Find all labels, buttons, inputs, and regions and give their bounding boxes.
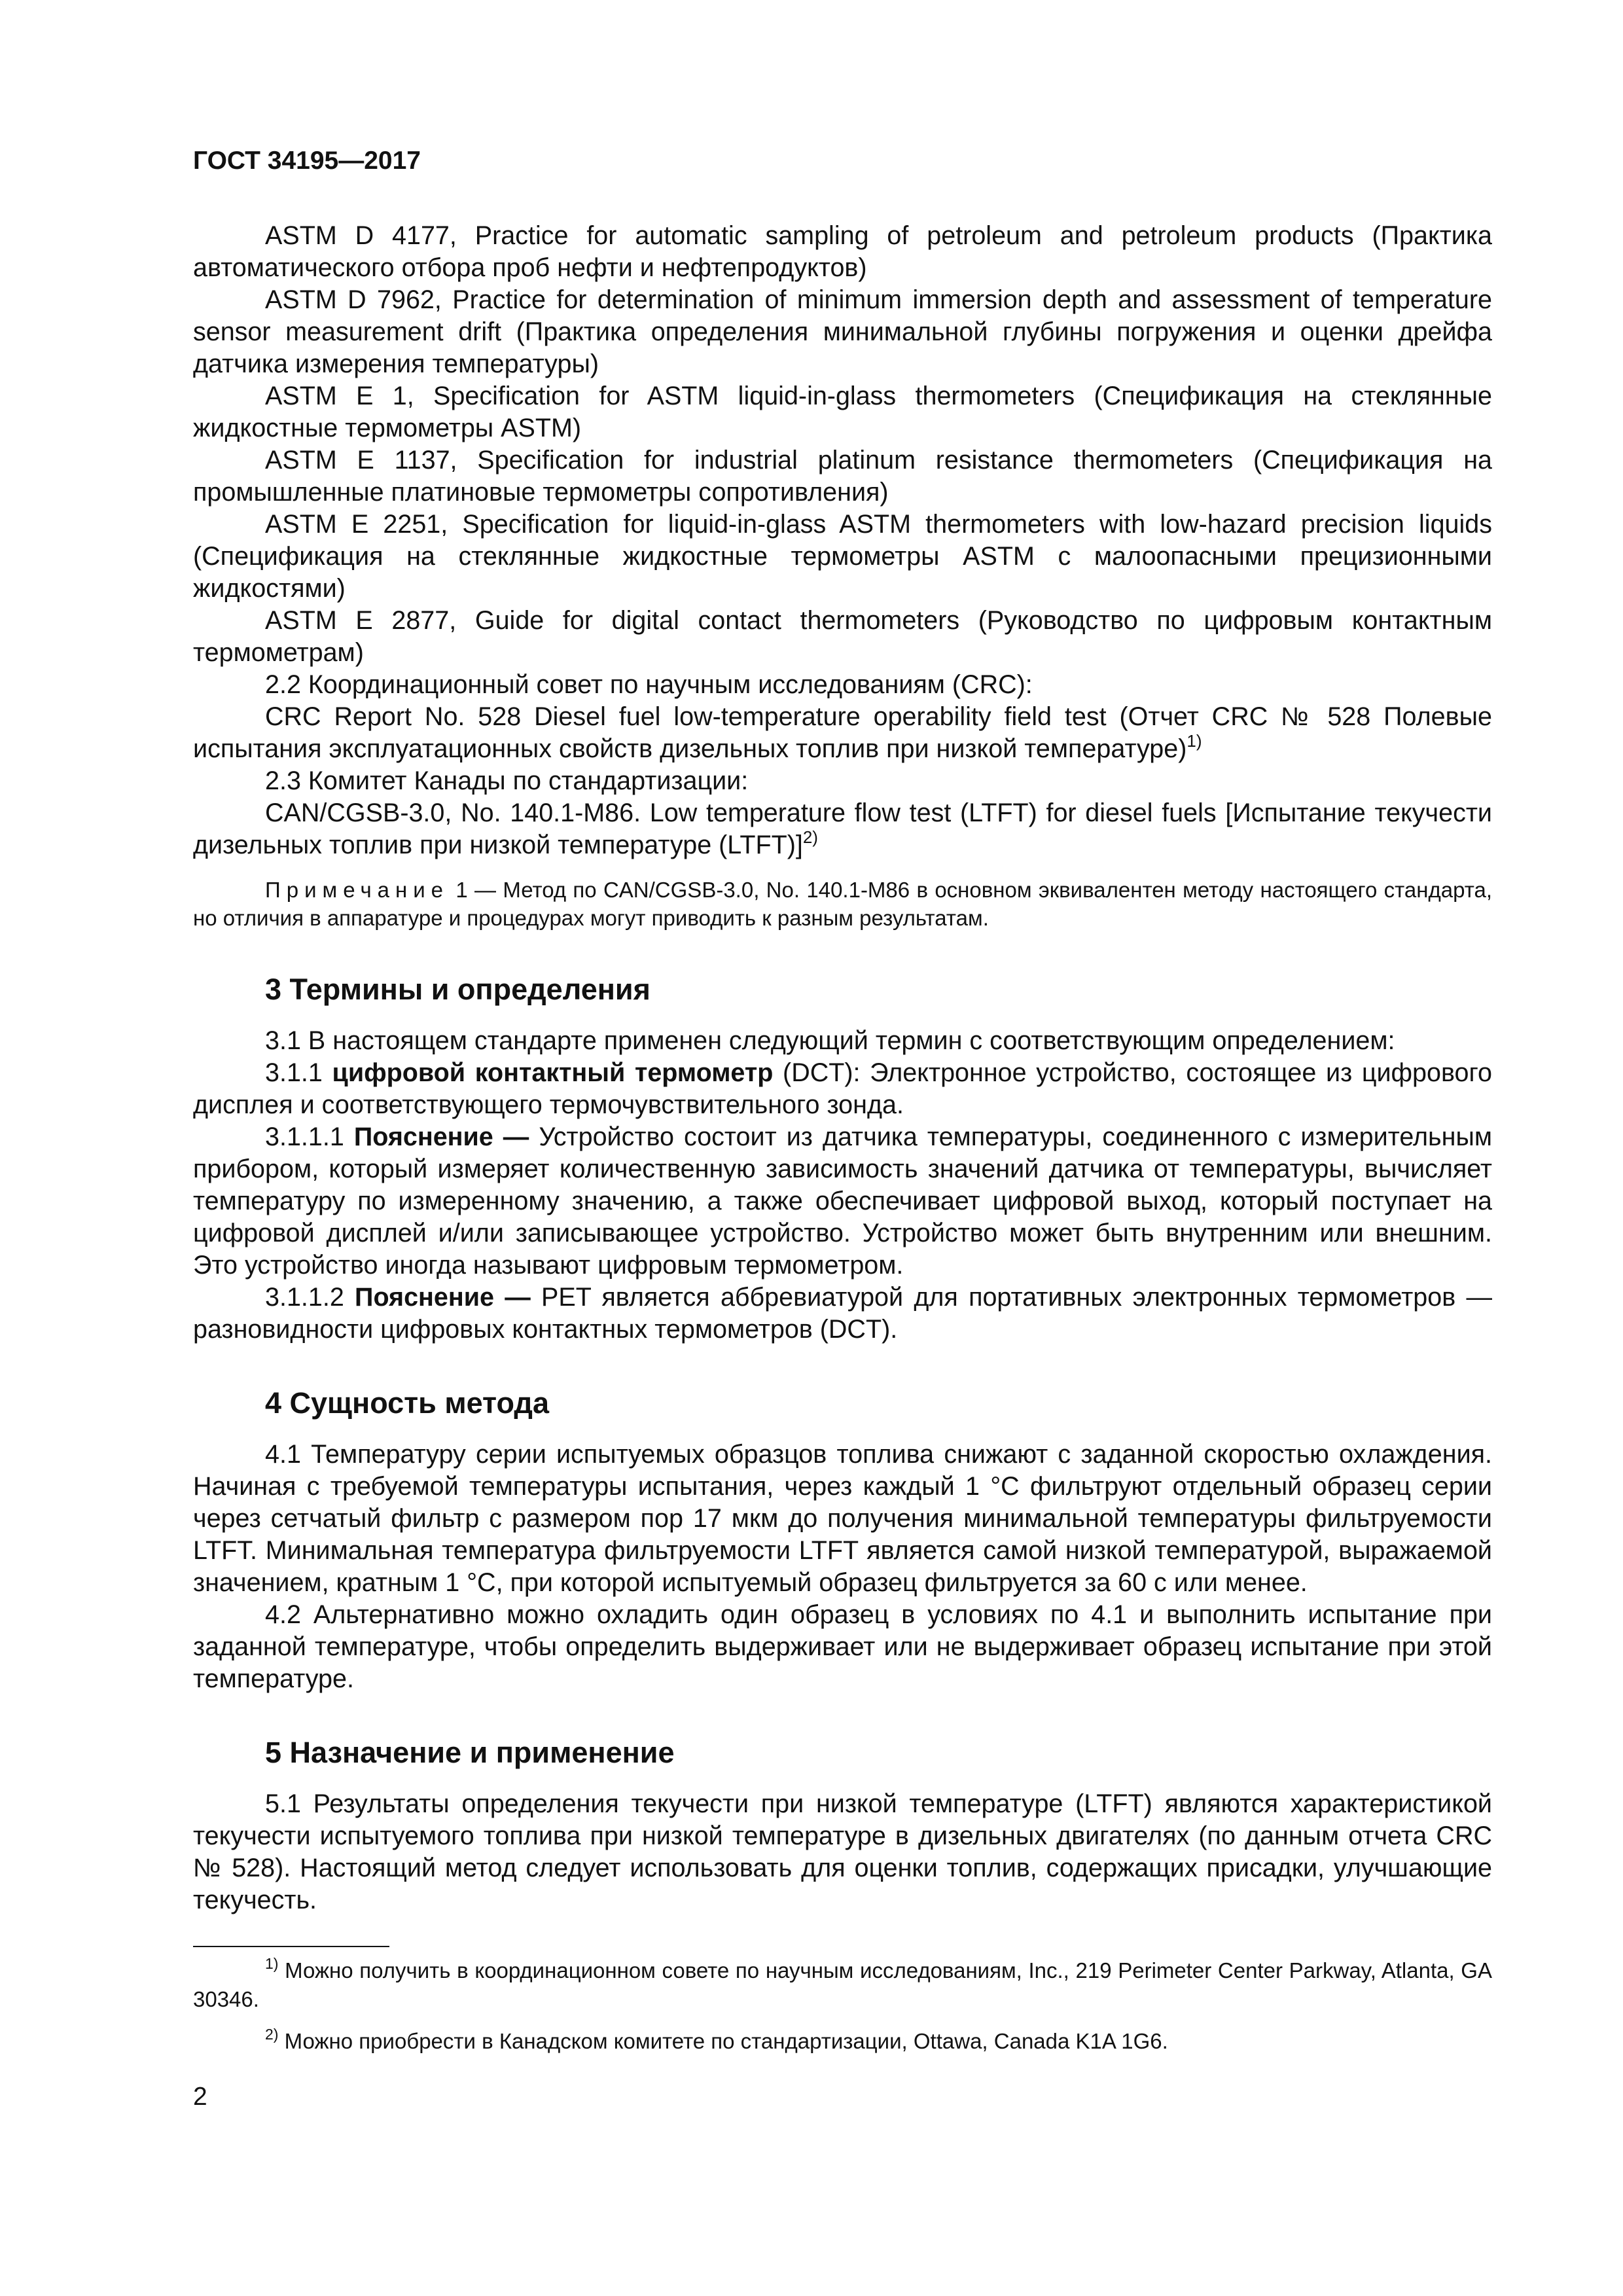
footnote-divider (193, 1946, 389, 1947)
crc-report-text: CRC Report No. 528 Diesel fuel low-temperature operability field test (Отчет CRC № 528 Полевые испытания эксплуатационных свойств дизельных топлив при низкой температуре) (193, 702, 1492, 763)
section-5-title: 5 Назначение и применение (265, 1736, 675, 1769)
reference-astm-e2877: ASTM E 2877, Guide for digital contact thermometers (Руководство по цифровым контактным термометрам) (193, 606, 1492, 667)
reference-crc-report (193, 701, 1492, 765)
section-4-title: 4 Сущность метода (265, 1386, 549, 1420)
page-number: 2 (193, 2083, 207, 2111)
reference-astm-e1137: ASTM E 1137, Specification for industrial platinum resistance thermometers (Спецификация на промышленные платиновые термометры сопротивления) (193, 446, 1492, 507)
section-3-title: 3 Термины и определения (265, 973, 651, 1006)
explanation-label: Пояснение — (355, 1283, 531, 1312)
footnote-text: Можно приобрести в Канадском комитете по стандартизации, Ottawa, Canada K1A 1G6. (278, 2029, 1168, 2053)
clause-number: 3.1.1.1 (265, 1122, 354, 1151)
explanation-text: Устройство состоит из датчика температуры, соединенного с измерительным прибором, который измеряет количественную зависимость значений датчика от температуры, вычисляет температуру по измеренному значению, а также обеспечивает цифровой выход, который поступает на цифровой дисплей и/или записывающее устройство. Устройство может быть внутренним или внешним. Это устройство иногда называют цифровым термометром. (193, 1122, 1492, 1280)
note-label: Примечание (265, 878, 450, 902)
footnote-mark: 1) (265, 1955, 279, 1972)
section-3-1-1-1 (193, 1121, 1492, 1282)
section-3-1-1-2 (193, 1282, 1492, 1346)
footnote-text: Можно получить в координационном совете по научным исследованиям, Inc., 219 Perimeter Center Parkway, Atlanta, GA 30346. (193, 1958, 1492, 2011)
footnote-ref-2: 2) (802, 827, 818, 847)
document-code: ГОСТ 34195—2017 (193, 147, 421, 175)
explanation-label: Пояснение — (353, 1122, 529, 1151)
term-definition: (DCT): Электронное устройство, состоящее из цифрового дисплея и соответствующего термочувствительного зонда. (193, 1058, 1492, 1119)
note-text: 1 — Метод по CAN/CGSB-3.0, No. 140.1-M86 в основном эквивалентен методу настоящего стандарта, но отличия в аппаратуре и процедурах могут приводить к разным результатам. (193, 878, 1492, 930)
section-5-1: 5.1 Результаты определения текучести при низкой температуре (LTFT) являются характеристикой текучести испытуемого топлива при низкой температуре в дизельных двигателях (по данным отчета CRC № 528). Настоящий метод следует использовать для оценки топлив, содержащих присадки, улучшающие текучесть. (193, 1789, 1492, 1914)
term-digital-contact-thermometer: цифровой контактный термометр (332, 1058, 774, 1087)
footnote-mark: 2) (265, 2026, 279, 2043)
can-cgsb-text: CAN/CGSB-3.0, No. 140.1-M86. Low temperature flow test (LTFT) for diesel fuels [Испытание текучести дизельных топлив при низкой температуре (LTFT)] (193, 798, 1492, 859)
section-2-2-heading: 2.2 Координационный совет по научным исследованиям (CRC): (265, 670, 1033, 699)
footnote-1 (193, 1956, 1492, 2014)
explanation-text: PET является аббревиатурой для портативных электронных термометров — разновидности цифровых контактных термометров (DCT). (193, 1283, 1492, 1344)
footnotes (193, 1946, 1492, 2056)
section-4-1: 4.1 Температуру серии испытуемых образцов топлива снижают с заданной скоростью охлаждения. Начиная с требуемой температуры испытания, через каждый 1 °С фильтруют отдельный образец серии через сетчатый фильтр с размером пор 17 мкм до получения минимальной температуры фильтруемости LTFT. Минимальная температура фильтруемости LTFT является самой низкой температурой, выражаемой значением, кратным 1 °С, при которой испытуемый образец фильтруется за 60 с или менее. (193, 1440, 1492, 1597)
section-4-2: 4.2 Альтернативно можно охладить один образец в условиях по 4.1 и выполнить испытание при заданной температуре, чтобы определить выдерживает или не выдерживает образец испытание при этой температуре. (193, 1600, 1492, 1693)
section-2-3-heading: 2.3 Комитет Канады по стандартизации: (265, 766, 749, 795)
reference-astm-e2251: ASTM E 2251, Specification for liquid-in-glass ASTM thermometers with low-hazard precision liquids (Спецификация на стеклянные жидкостные термометры ASTM с малоопасными прецизионными жидкостями) (193, 510, 1492, 603)
note-1 (193, 876, 1492, 932)
clause-number: 3.1.1 (265, 1058, 332, 1087)
section-3-1: 3.1 В настоящем стандарте применен следующий термин с соответствующим определением: (265, 1026, 1395, 1055)
reference-astm-d4177: ASTM D 4177, Practice for automatic sampling of petroleum and petroleum products (Практика автоматического отбора проб нефти и нефтепродуктов) (193, 221, 1492, 282)
footnote-2 (193, 2027, 1492, 2056)
footnote-ref-1: 1) (1186, 731, 1202, 751)
references-list (193, 220, 1492, 861)
clause-number: 3.1.1.2 (265, 1283, 355, 1312)
reference-astm-e1: ASTM E 1, Specification for ASTM liquid-in-glass thermometers (Спецификация на стеклянные жидкостные термометры ASTM) (193, 382, 1492, 442)
section-3-1-1 (193, 1057, 1492, 1121)
reference-can-cgsb (193, 797, 1492, 861)
reference-astm-d7962: ASTM D 7962, Practice for determination of minimum immersion depth and assessment of temperature sensor measurement drift (Практика определения минимальной глубины погружения и оценки дрейфа датчика измерения температуры) (193, 285, 1492, 378)
